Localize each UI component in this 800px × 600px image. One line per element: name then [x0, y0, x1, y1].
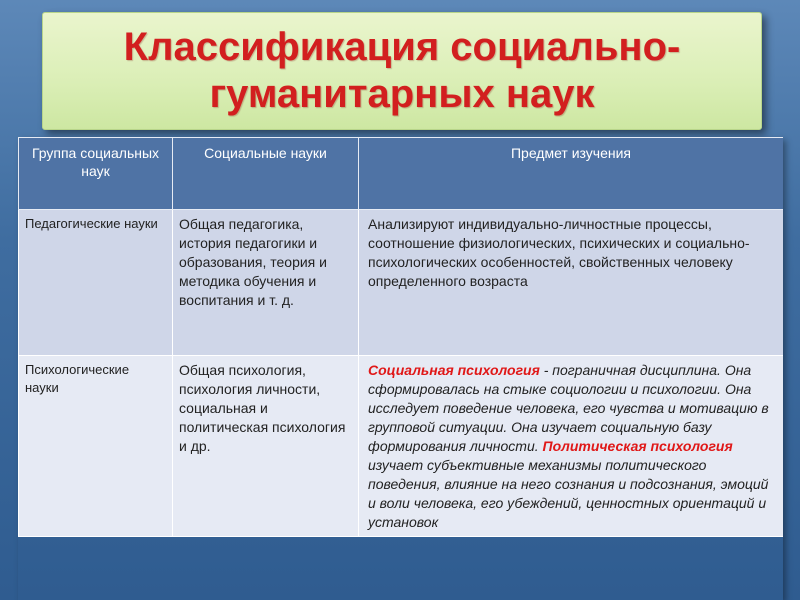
table-row — [19, 210, 784, 356]
table-row — [19, 356, 784, 537]
cell-sciences: Общая психология, психология личности, социальная и политическая психология и др. — [173, 356, 359, 537]
classification-table-wrap — [18, 137, 783, 600]
title-box — [42, 12, 762, 130]
slide-title: Классификация социально- гуманитарных наук — [123, 25, 681, 116]
cell-subject: Анализируют индивидуально-личностные процессы, соотношение физиологических, психических и социально-психологических особенностей, свойственных человеку определенного возраста — [359, 210, 784, 356]
classification-table — [18, 137, 783, 537]
subject-text-1: - пограничная дисциплина. Она сформировалась на стыке социологии и психологии. Она исследует поведение человека, его чувства и мотивацию в групповой ситуации. Она изучает социальную базу формирования личности. — [368, 362, 769, 454]
header-sciences: Социальные науки — [173, 138, 359, 210]
cell-sciences: Общая педагогика, история педагогики и образования, теория и методика обучения и воспитания и т. д. — [173, 210, 359, 356]
cell-group: Педагогические науки — [19, 210, 173, 356]
cell-subject — [359, 356, 784, 537]
cell-group: Психологические науки — [19, 356, 173, 537]
subject-text-2: изучает субъективные механизмы политического поведения, влияние на него сознания и подсознания, эмоций и воли человека, его убеждений, ценностных ориентаций и установок — [368, 457, 769, 530]
header-group: Группа социальных наук — [19, 138, 173, 210]
highlight-social-psychology: Социальная психология — [368, 362, 540, 378]
header-subject: Предмет изучения — [359, 138, 784, 210]
table-header-row — [19, 138, 784, 210]
highlight-political-psychology: Политическая психология — [542, 438, 733, 454]
